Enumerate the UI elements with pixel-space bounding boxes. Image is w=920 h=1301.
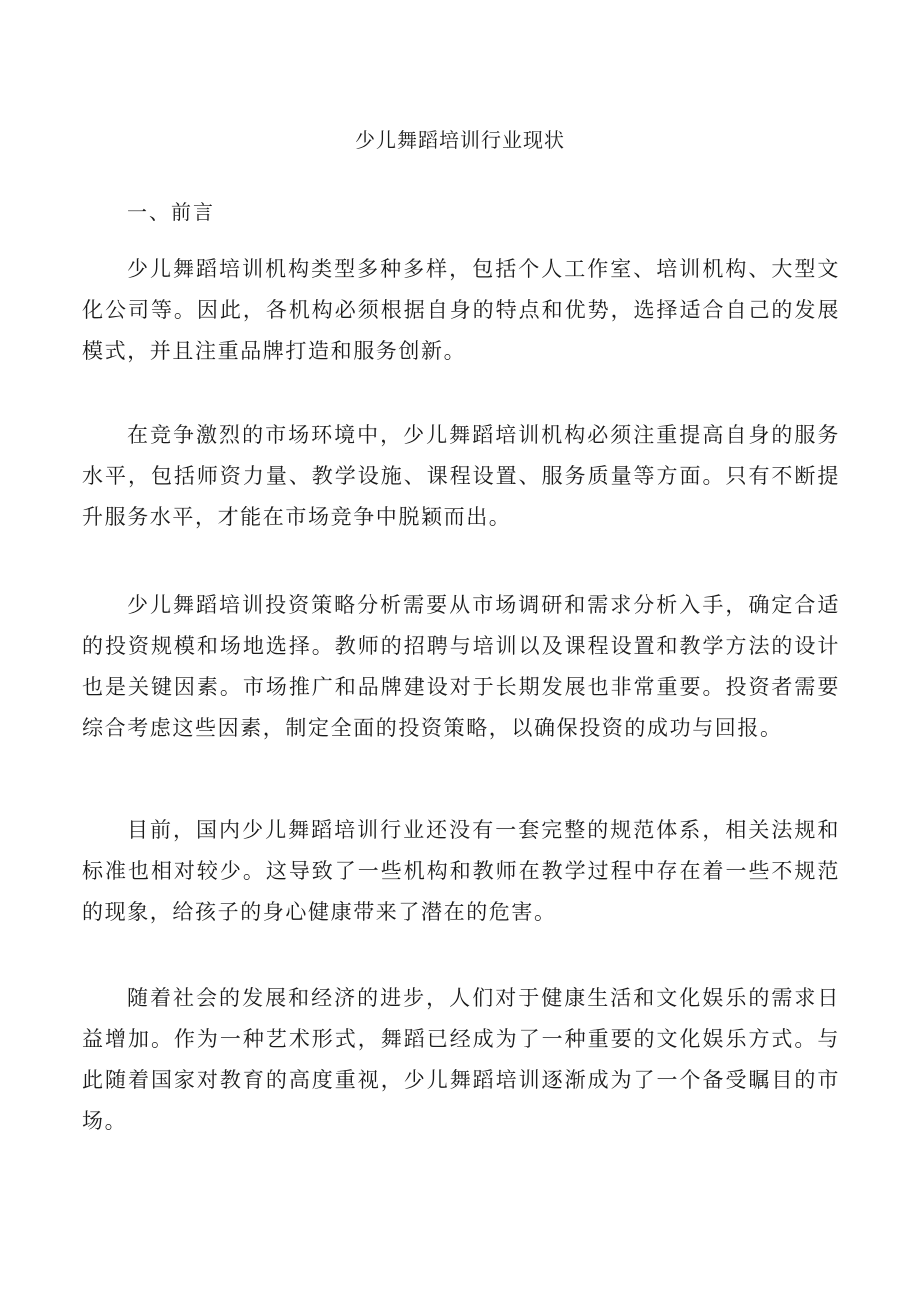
- paragraph: 少儿舞蹈培训投资策略分析需要从市场调研和需求分析入手，确定合适的投资规模和场地选择。教师的招聘与培训以及课程设置和教学方法的设计也是关键因素。市场推广和品牌建设对于长期发展也非常重要。投资者需要综合考虑这些因素，制定全面的投资策略，以确保投资的成功与回报。: [82, 593, 840, 740]
- paragraph: 在竞争激烈的市场环境中，少儿舞蹈培训机构必须注重提高自身的服务水平，包括师资力量、教学设施、课程设置、服务质量等方面。只有不断提升服务水平，才能在市场竞争中脱颖而出。: [82, 423, 840, 529]
- section-heading: 一、前言: [127, 200, 215, 224]
- paragraph: 目前，国内少儿舞蹈培训行业还没有一套完整的规范体系，相关法规和标准也相对较少。这导致了一些机构和教师在教学过程中存在着一些不规范的现象，给孩子的身心健康带来了潜在的危害。: [82, 818, 840, 924]
- paragraph: 少儿舞蹈培训机构类型多种多样，包括个人工作室、培训机构、大型文化公司等。因此，各机构必须根据自身的特点和优势，选择适合自己的发展模式，并且注重品牌打造和服务创新。: [82, 257, 840, 363]
- page-title: 少儿舞蹈培训行业现状: [355, 128, 565, 152]
- paragraph: 随着社会的发展和经济的进步，人们对于健康生活和文化娱乐的需求日益增加。作为一种艺术形式，舞蹈已经成为了一种重要的文化娱乐方式。与此随着国家对教育的高度重视，少儿舞蹈培训逐渐成为了一个备受瞩目的市场。: [82, 986, 840, 1133]
